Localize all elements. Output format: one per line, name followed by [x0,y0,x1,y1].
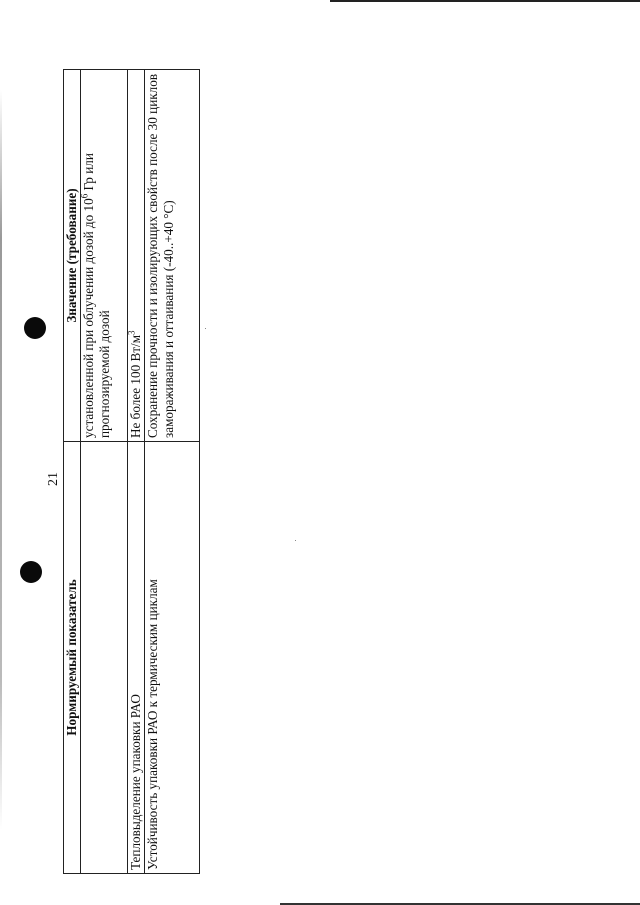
value-text: Не более 100 Вт/м [128,334,143,438]
cell-value [128,70,145,442]
page-number: 21 [46,472,61,486]
scan-edge-top [330,0,640,2]
punch-hole-top [24,317,46,339]
value-text: установленной при облучении дозой до 10 [81,198,96,438]
cell-value [145,70,200,442]
table-row [145,70,200,874]
punch-hole-bottom [20,561,42,583]
scan-speck [295,540,296,541]
header-value: Значение (требование) [64,70,81,442]
scan-edge-left [0,90,2,830]
table-row [128,70,145,874]
scan-speck [205,328,206,329]
value-exponent: 3 [126,330,137,335]
spec-table-container [63,68,183,874]
value-text: Сохранение прочности и изолирующих свойств после 30 циклов замораживания и оттаивания (-40..+40 °С) [145,73,176,438]
header-indicator: Нормируемый показатель [64,442,81,874]
value-exponent: 6 [79,193,90,199]
cell-indicator: Устойчивость упаковки РАО к термическим циклам [145,442,200,874]
spec-table [63,69,200,874]
table-row [81,70,128,874]
cell-indicator [81,442,128,874]
value-text-suffix: Гр или прогнозируемой дозой [81,153,112,438]
cell-value [81,70,128,442]
cell-indicator: Тепловыделение упаковки РАО [128,442,145,874]
table-header-row [64,70,81,874]
